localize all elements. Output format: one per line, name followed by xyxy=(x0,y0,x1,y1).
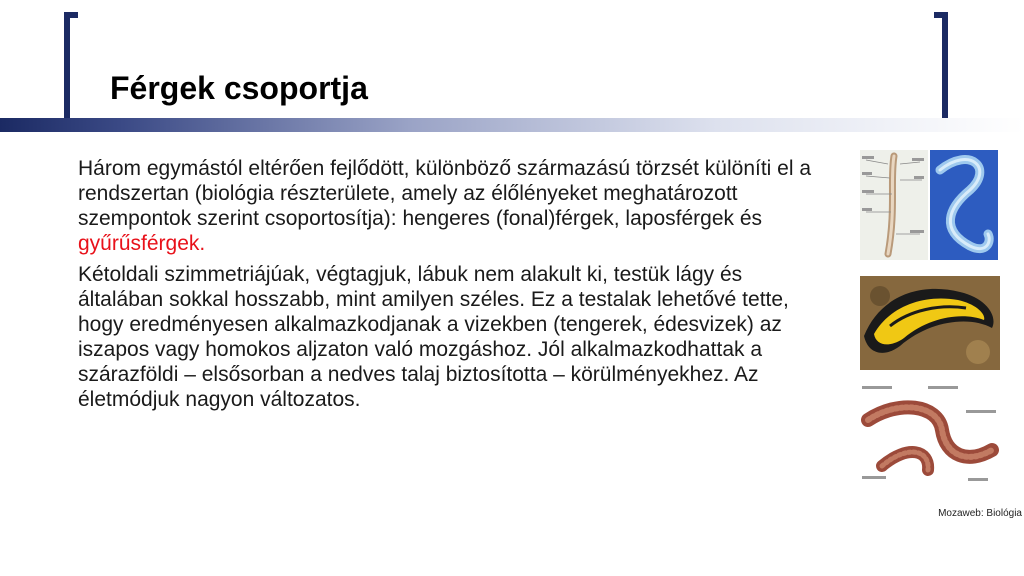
blue-nematode-photo xyxy=(930,150,998,260)
slide-title: Férgek csoportja xyxy=(110,70,368,106)
image-source-caption: Mozaweb: Biológia xyxy=(938,508,1022,519)
roundworm-diagram-image xyxy=(860,150,928,260)
left-bracket-decoration xyxy=(64,12,78,132)
right-bracket-decoration xyxy=(934,12,948,132)
title-gradient-bar xyxy=(0,118,1024,132)
flatworm-photo xyxy=(860,276,1000,370)
paragraph-body-structure: Kétoldali szimmetriájúak, végtagjuk, lábuk nem alakult ki, testük lágy és általában sokkal hosszabb, mint amilyen széles. Ez a testalak lehetővé tette, hogy eredményesen alkalmazkodjanak a vizekben (tengerek, édesvizek) az iszapos vagy homokos aljzaton való mozgáshoz. Jól alkalmazkodhattak a szárazföldi – elsősorban a nedves talaj biztosította – körülményekhez. Az életmódjuk nagyon változatos. xyxy=(78,263,789,411)
paragraph-worm-groups-text: Három egymástól eltérően fejlődött, különböző származású törzsét különíti el a rendszertan (biológia részterülete, amely az élőlényeket meghatározott szempontok szerint csoportosítja): hengeres (fonal)férgek, laposférgek és xyxy=(78,157,812,230)
slide-body xyxy=(78,156,830,418)
earthworm-diagram-image xyxy=(858,380,1002,488)
paragraph-worm-groups xyxy=(78,156,830,256)
annelid-highlight: gyűrűsférgek. xyxy=(78,232,206,255)
